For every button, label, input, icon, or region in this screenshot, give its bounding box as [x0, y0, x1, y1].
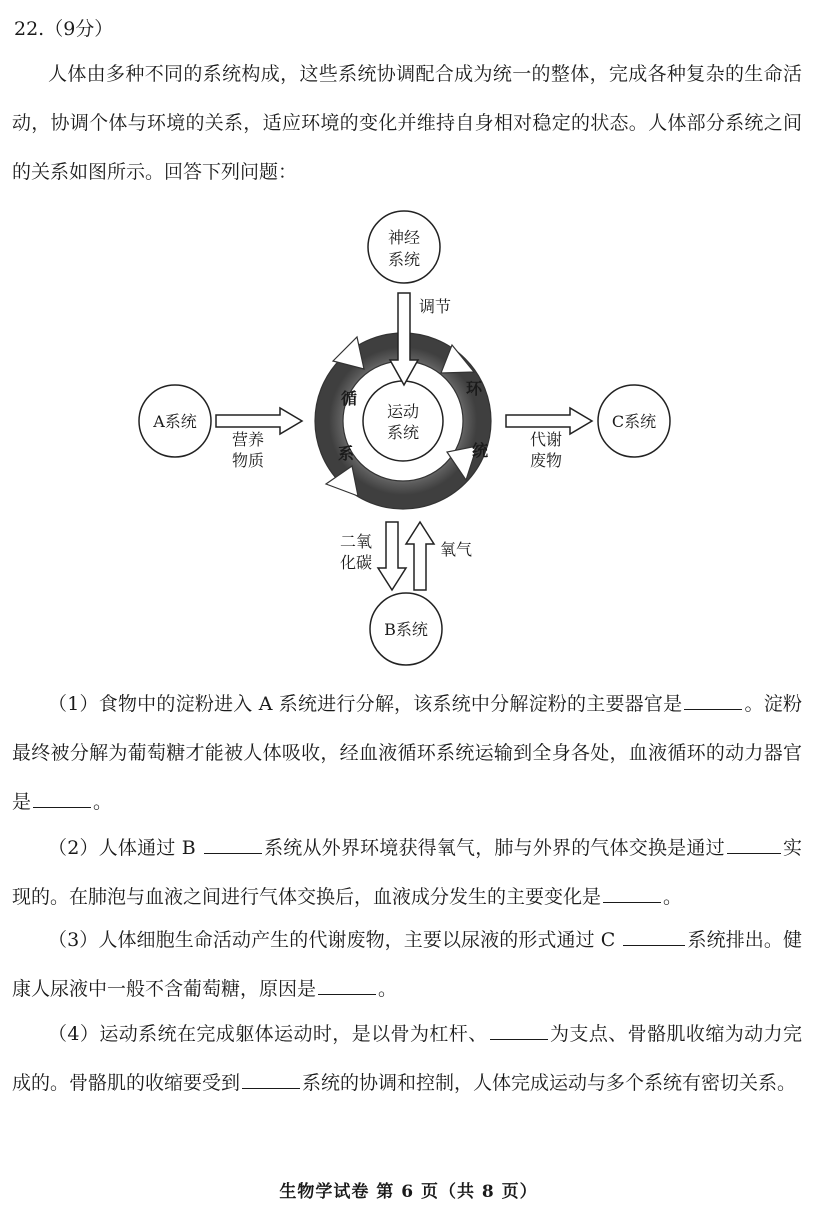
question-points: （9分）: [44, 18, 114, 40]
waste-label-2: 废物: [529, 451, 563, 470]
waste-label-1: 代谢: [529, 430, 563, 449]
q2-text-2: 系统从外界环境获得氧气，肺与外界的气体交换是通过: [263, 837, 725, 859]
ring-char-1: 循: [340, 389, 358, 408]
question-3: [12, 916, 802, 1014]
motor-system-label-1: 运动: [386, 402, 420, 421]
co2-label-2: 化碳: [339, 553, 373, 572]
q3-answer-blank-2[interactable]: [318, 975, 376, 995]
c-system-label: C系统: [611, 412, 657, 431]
q3-text-1: （3）人体细胞生命活动产生的代谢废物，主要以尿液的形式通过 C: [48, 929, 622, 951]
q3-answer-blank-1[interactable]: [623, 926, 685, 946]
q4-answer-blank-1[interactable]: [490, 1020, 548, 1040]
a-system-label: A系统: [153, 412, 197, 431]
nervous-system-label-2: 系统: [387, 250, 421, 269]
q4-text-3: 系统的协调和控制，人体完成运动与多个系统有密切关系。: [302, 1072, 797, 1094]
q2-text-4: 。: [663, 886, 683, 908]
q2-text-1: （2）人体通过 B: [48, 837, 202, 859]
nutrient-label-1: 营养: [231, 430, 265, 449]
q1-text-2: 。淀粉最终被分解为葡萄糖才能被人体吸收，经血液循环系统运输到全身各处，血液循环的动力器官是: [12, 693, 802, 813]
nutrient-label-2: 物质: [231, 451, 265, 470]
co2-label-1: 二氧: [339, 532, 373, 551]
motor-system-node: [363, 381, 443, 461]
ring-char-4: 统: [471, 441, 489, 460]
nervous-system-label-1: 神经: [387, 228, 421, 247]
b-system-label: B系统: [384, 620, 428, 639]
motor-system-label-2: 系统: [386, 423, 420, 442]
question-4: [12, 1010, 802, 1108]
regulation-label: 调节: [419, 297, 452, 316]
q4-text-2: 为支点、骨骼肌收缩为动力完成的。骨骼肌的收缩要受到: [12, 1023, 802, 1094]
ring-char-2: 环: [465, 379, 483, 398]
q1-text-1: （1）食物中的淀粉进入 A 系统进行分解，该系统中分解淀粉的主要器官是: [48, 693, 683, 715]
ring-char-3: 系: [337, 444, 355, 463]
oxygen-arrow: [406, 522, 434, 590]
q1-answer-blank-2[interactable]: [33, 788, 91, 808]
q1-answer-blank-1[interactable]: [684, 690, 742, 710]
co2-arrow: [378, 522, 406, 590]
q3-text-2: 系统排出。健康人尿液中一般不含葡萄糖，原因是: [12, 929, 802, 1000]
oxygen-label: 氧气: [440, 540, 473, 559]
question-2: [12, 824, 802, 922]
q2-answer-blank-1[interactable]: [204, 834, 262, 854]
q4-text-1: （4）运动系统在完成躯体运动时，是以骨为杠杆、: [48, 1023, 488, 1045]
q2-answer-blank-3[interactable]: [603, 883, 661, 903]
q2-text-3: 实现的。在肺泡与血液之间进行气体交换后，血液成分发生的主要变化是: [12, 837, 802, 908]
question-1: [12, 680, 802, 827]
q1-text-3: 。: [93, 791, 113, 813]
question-number-text: 22.: [14, 18, 45, 40]
q2-answer-blank-2[interactable]: [727, 834, 781, 854]
page-footer: 生物学试卷 第 6 页（共 8 页）: [279, 1182, 538, 1202]
q4-answer-blank-2[interactable]: [242, 1069, 300, 1089]
intro-paragraph: 人体由多种不同的系统构成，这些系统协调配合成为统一的整体，完成各种复杂的生命活动，协调个体与环境的关系，适应环境的变化并维持自身相对稳定的状态。人体部分系统之间的关系如图所示。回答下列问题：: [12, 63, 802, 183]
q3-text-3: 。: [378, 978, 398, 1000]
nervous-system-node: [368, 211, 440, 283]
